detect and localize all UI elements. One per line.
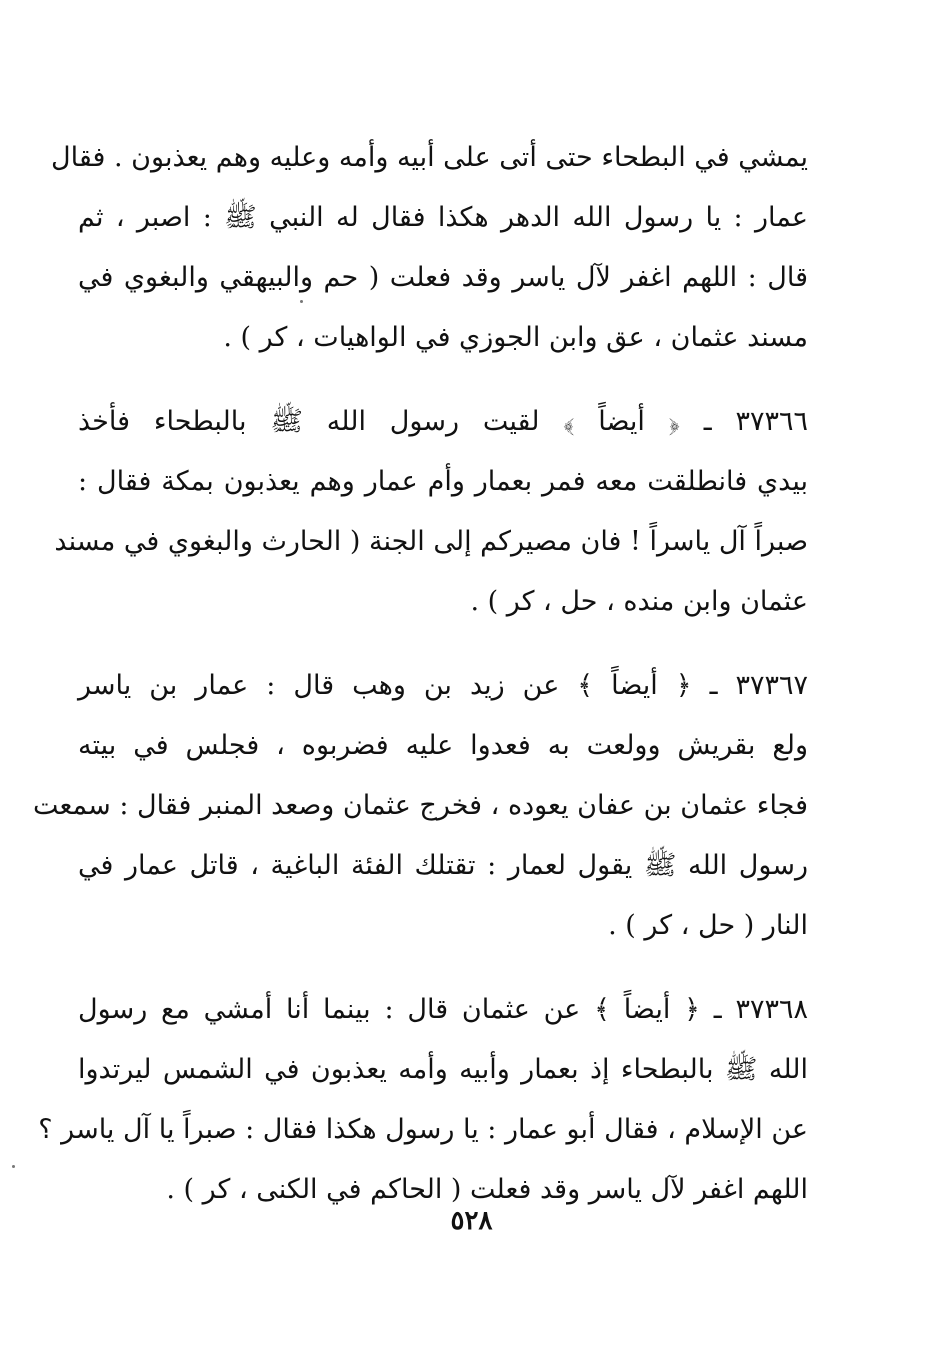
paragraph-4 xyxy=(38,980,808,1220)
scan-speck xyxy=(300,300,303,303)
text-line: ولع بقريش وولعت به فعدوا عليه فضربوه ، فجلس في بيته xyxy=(78,730,808,761)
text-line: فجاء عثمان بن عفان يعوده ، فخرج عثمان وصعد المنبر فقال : سمعت xyxy=(33,790,808,821)
page-number: ٥٢٨ xyxy=(450,1206,493,1236)
paragraph-3 xyxy=(33,656,808,956)
text-line: ٣٧٣٦٨ ـ ﴿ أيضاً ﴾ عن عثمان قال : بينما أنا أمشي مع رسول xyxy=(78,994,808,1025)
paragraph-2 xyxy=(54,392,808,632)
text-line: عمار : يا رسول الله الدهر هكذا فقال له النبي ﷺ : اصبر ، ثم xyxy=(78,202,808,233)
text-line: رسول الله ﷺ يقول لعمار : تقتلك الفئة الباغية ، قاتل عمار في xyxy=(78,850,808,881)
text-line: صبراً آل ياسراً ! فان مصيركم إلى الجنة ( الحارث والبغوي في مسند xyxy=(54,526,808,557)
scan-speck xyxy=(12,1165,15,1168)
paragraph-1 xyxy=(51,128,808,368)
text-line: ٣٧٣٦٧ ـ ﴿ أيضاً ﴾ عن زيد بن وهب قال : عمار بن ياسر xyxy=(78,670,808,701)
text-line: ٣٧٣٦٦ ـ ﴿ أيضاً ﴾ لقيت رسول الله ﷺ بالبطحاء فأخذ xyxy=(78,406,808,437)
text-line: عثمان وابن منده ، حل ، كر ) . xyxy=(470,586,808,617)
text-line: يمشي في البطحاء حتى أتى على أبيه وأمه وعليه وهم يعذبون . فقال xyxy=(51,142,808,173)
document-page xyxy=(33,128,808,1248)
text-line: اللهم اغفر لآل ياسر وقد فعلت ( الحاكم في الكنى ، كر ) . xyxy=(166,1174,808,1205)
text-line: مسند عثمان ، عق وابن الجوزي في الواهيات ، كر ) . xyxy=(223,322,808,353)
text-line: النار ( حل ، كر ) . xyxy=(608,910,808,941)
text-line: الله ﷺ بالبطحاء إذ بعمار وأبيه وأمه يعذبون في الشمس ليرتدوا xyxy=(78,1054,808,1085)
text-line: بيدي فانطلقت معه فمر بعمار وأم عمار وهم يعذبون بمكة فقال : xyxy=(78,466,808,497)
text-line: عن الإسلام ، فقال أبو عمار : يا رسول هكذا فقال : صبراً يا آل ياسر ؟ xyxy=(38,1114,808,1145)
text-line: قال : اللهم اغفر لآل ياسر وقد فعلت ( حم والبيهقي والبغوي في xyxy=(78,262,808,293)
